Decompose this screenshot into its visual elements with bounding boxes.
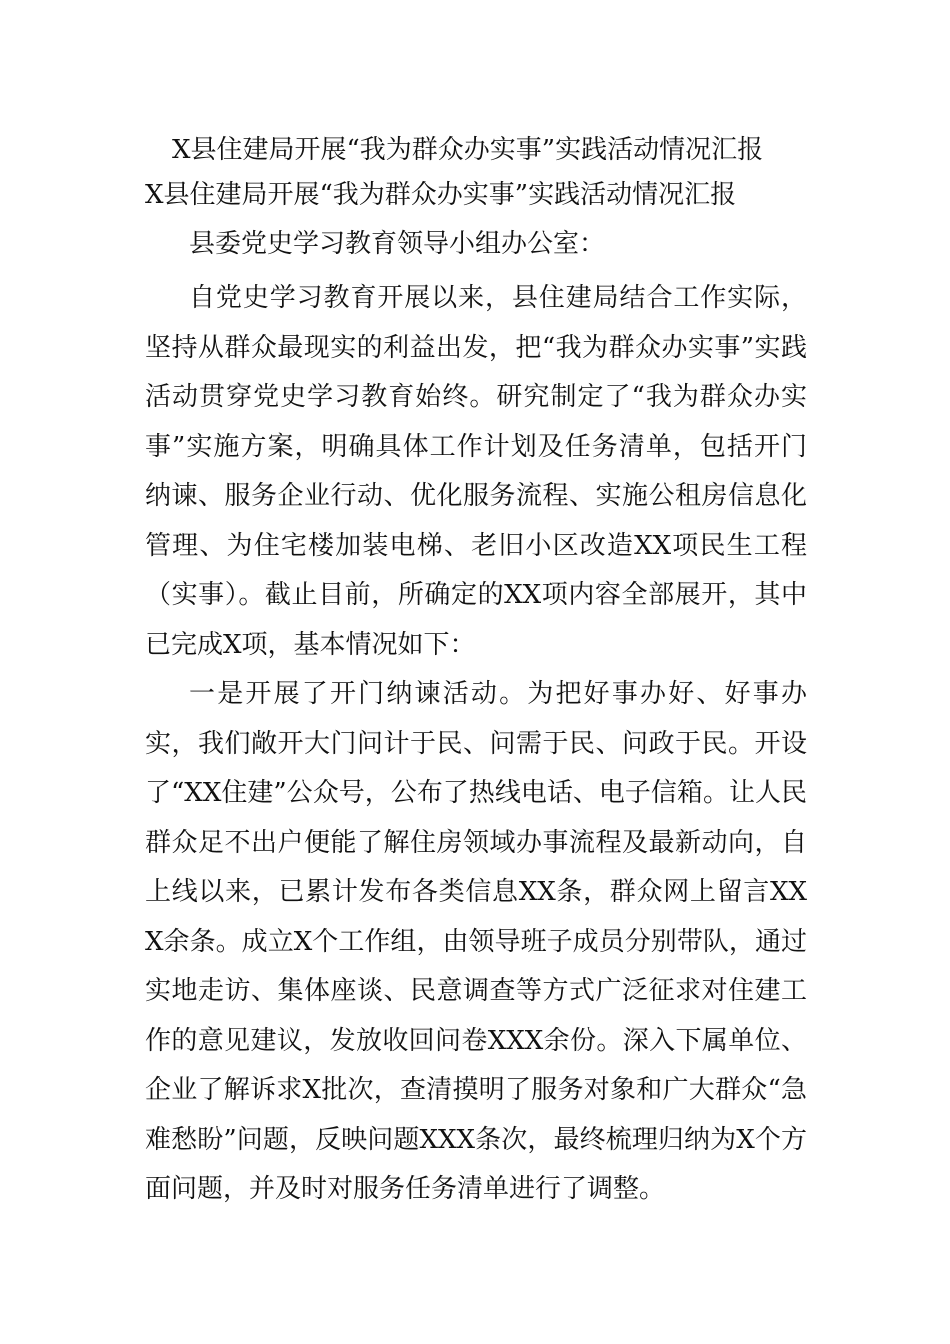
document-title-line-1: X县住建局开展“我为群众办实事”实践活动情况汇报 [172,135,764,165]
document-body [145,128,807,1215]
paragraph-open-door-consultation: 一是开展了开门纳谏活动。为把好事办好、好事办实，我们敞开大门问计于民、问需于民、问政于民。开设了“XX住建”公众号，公布了热线电话、电子信箱。让人民群众足不出户便能了解住房领域办事流程及最新动向，自上线以来，已累计发布各类信息XX条，群众网上留言XXX余条。成立X个工作组，由领导班子成员分别带队，通过实地走访、集体座谈、民意调查等方式广泛征求对住建工作的意见建议，发放收回问卷XXX余份。深入下属单位、企业了解诉求X批次，查清摸明了服务对象和广大群众“急难愁盼”问题，反映问题XXX条次，最终梳理归纳为X个方面问题，并及时对服务任务清单进行了调整。 [145,679,807,1204]
document-title-line-2: X县住建局开展“我为群众办实事”实践活动情况汇报 [145,180,737,210]
paragraph-intro: 自党史学习教育开展以来，县住建局结合工作实际，坚持从群众最现实的利益出发，把“我为群众办实事”实践活动贯穿党史学习教育始终。研究制定了“我为群众办实事”实施方案，明确具体工作计划及任务清单，包括开门纳谏、服务企业行动、优化服务流程、实施公租房信息化管理、为住宅楼加装电梯、老旧小区改造XX项民生工程（实事）。截止目前，所确定的XX项内容全部展开，其中已完成X项，基本情况如下： [145,283,807,660]
salutation: 县委党史学习教育领导小组办公室： [189,229,606,259]
